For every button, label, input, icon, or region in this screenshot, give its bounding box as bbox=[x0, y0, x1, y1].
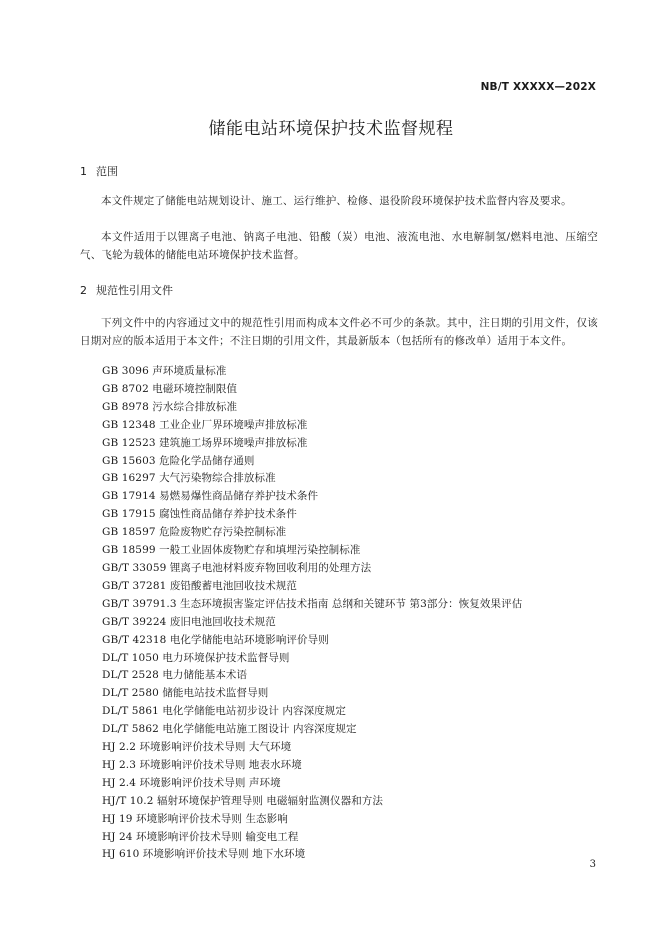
reference-item: HJ/T 10.2 辐射环境保护管理导则 电磁辐射监测仪器和方法 bbox=[102, 794, 383, 807]
reference-item: HJ 2.2 环境影响评价技术导则 大气环境 bbox=[102, 741, 292, 754]
reference-item: HJ 2.4 环境影响评价技术导则 声环境 bbox=[102, 776, 281, 789]
reference-item: GB/T 33059 锂离子电池材料废弃物回收利用的处理方法 bbox=[102, 561, 372, 574]
reference-item: GB 17914 易燃易爆性商品储存养护技术条件 bbox=[102, 490, 319, 503]
reference-item: HJ 2.3 环境影响评价技术导则 地表水环境 bbox=[102, 758, 302, 771]
section-2-number: 2 bbox=[80, 284, 87, 297]
reference-item: GB 15603 危险化学品储存通则 bbox=[102, 454, 255, 467]
reference-item: GB 3096 声环境质量标准 bbox=[102, 365, 227, 377]
section-2-title: 规范性引用文件 bbox=[96, 284, 173, 297]
section-2-heading bbox=[80, 282, 173, 298]
section-1-title: 范围 bbox=[96, 165, 118, 178]
reference-item: GB/T 37281 废铅酸蓄电池回收技术规范 bbox=[102, 579, 298, 592]
reference-item: GB 17915 腐蚀性商品储存养护技术条件 bbox=[102, 508, 297, 521]
section-1-heading bbox=[80, 163, 118, 179]
section-1-paragraph-1: 本文件规定了储能电站规划设计、施工、运行维护、检修、退役阶段环境保护技术监督内容及要求。 bbox=[101, 195, 572, 207]
document-title: 储能电站环境保护技术监督规程 bbox=[208, 119, 454, 139]
reference-item: HJ 610 环境影响评价技术导则 地下水环境 bbox=[102, 848, 306, 861]
reference-item: GB 8702 电磁环境控制限值 bbox=[102, 382, 238, 395]
section-1-paragraph-2: 本文件适用于以锂离子电池、钠离子电池、铅酸（炭）电池、液流电池、水电解制氢/燃料电池、压缩空气、飞轮为载体的储能电站环境保护技术监督。 bbox=[80, 231, 598, 261]
standard-code: NB/T XXXXX—202X bbox=[480, 81, 596, 93]
reference-item: DL/T 5862 电化学储能电站施工图设计 内容深度规定 bbox=[102, 723, 357, 736]
reference-item: DL/T 5861 电化学储能电站初步设计 内容深度规定 bbox=[102, 705, 346, 718]
reference-item: DL/T 2528 电力储能基本术语 bbox=[102, 669, 248, 682]
reference-item: GB/T 39791.3 生态环境损害鉴定评估技术指南 总纲和关键环节 第3部分：恢复效果评估 bbox=[102, 597, 523, 610]
reference-item: DL/T 1050 电力环境保护技术监督导则 bbox=[102, 651, 290, 664]
reference-item: GB 12523 建筑施工场界环境噪声排放标准 bbox=[102, 436, 308, 449]
reference-item: GB 18597 危险废物贮存污染控制标准 bbox=[102, 526, 287, 539]
reference-item: DL/T 2580 储能电站技术监督导则 bbox=[102, 687, 269, 700]
page-number: 3 bbox=[589, 859, 596, 870]
section-2-intro: 下列文件中的内容通过文中的规范性引用而构成本文件必不可少的条款。其中，注日期的引用文件，仅该日期对应的版本适用于本文件；不注日期的引用文件，其最新版本（包括所有的修改单）适用于本文件。 bbox=[80, 317, 598, 347]
reference-item: GB/T 42318 电化学储能电站环境影响评价导则 bbox=[102, 633, 329, 646]
reference-item: HJ 19 环境影响评价技术导则 生态影响 bbox=[102, 812, 288, 825]
reference-list bbox=[102, 363, 522, 864]
section-1-number: 1 bbox=[80, 165, 87, 178]
reference-item: GB 16297 大气污染物综合排放标准 bbox=[102, 472, 276, 485]
reference-item: GB/T 39224 废旧电池回收技术规范 bbox=[102, 615, 276, 628]
reference-item: HJ 24 环境影响评价技术导则 输变电工程 bbox=[102, 830, 299, 843]
reference-item: GB 12348 工业企业厂界环境噪声排放标准 bbox=[102, 418, 308, 431]
reference-item: GB 8978 污水综合排放标准 bbox=[102, 400, 238, 413]
reference-item: GB 18599 一般工业固体废物贮存和填埋污染控制标准 bbox=[102, 544, 361, 557]
